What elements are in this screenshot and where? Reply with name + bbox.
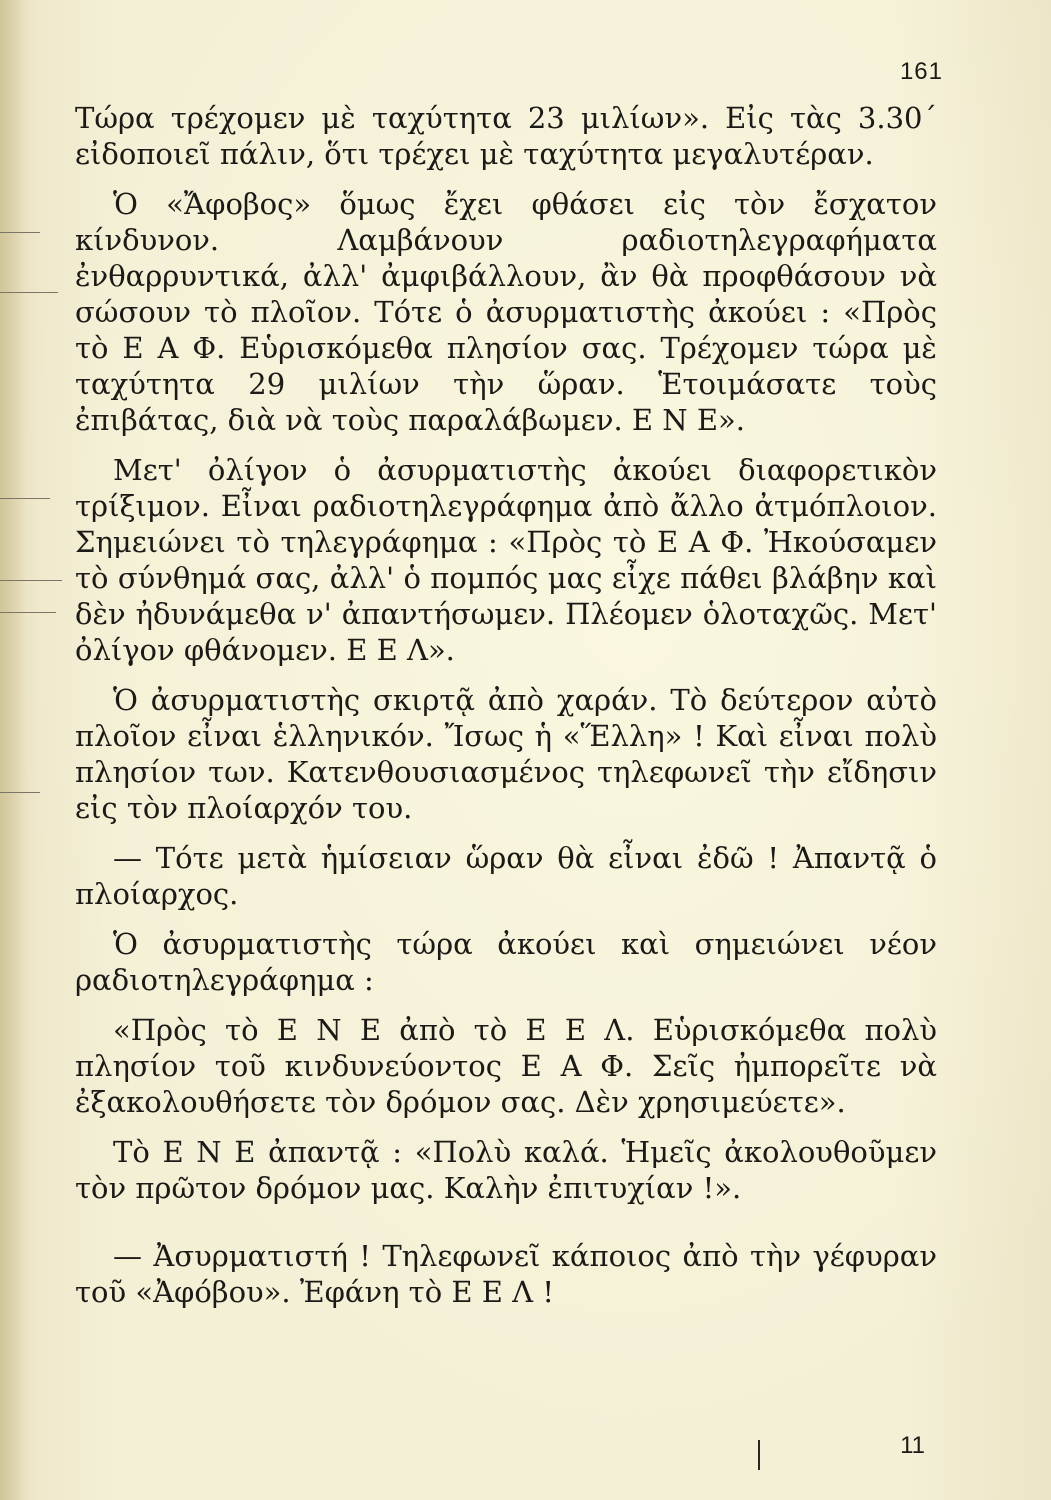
paragraph: — Τότε μετὰ ἡμίσειαν ὥραν θὰ εἶναι ἐδῶ ! Ἀπαντᾷ ὁ πλοίαρχος. (75, 841, 937, 911)
body-text (75, 100, 937, 1310)
binding-shadow (0, 0, 26, 1500)
margin-mark (0, 232, 40, 233)
paragraph: Τὸ Ε Ν Ε ἀπαντᾷ : «Πολὺ καλά. Ἡμεῖς ἀκολουθοῦμεν τὸν πρῶτον δρόμον μας. Καλὴν ἐπιτυχίαν !». (75, 1135, 937, 1205)
pencil-tick (758, 1440, 760, 1470)
margin-mark (0, 792, 40, 793)
margin-mark (0, 292, 58, 293)
page-number: 161 (899, 58, 943, 85)
paragraph: «Πρὸς τὸ Ε Ν Ε ἀπὸ τὸ Ε Ε Λ. Εὑρισκόμεθα πολὺ πλησίον τοῦ κινδυνεύοντος Ε Α Φ. Σεῖς ἠμπορεῖτε νὰ ἐξακολουθήσετε τὸν δρόμον σας. Δὲν χρησιμεύετε». (75, 1013, 937, 1119)
margin-mark (0, 580, 62, 581)
paragraph: Τώρα τρέχομεν μὲ ταχύτητα 23 μιλίων». Εἰς τὰς 3.30΄ εἰδοποιεῖ πάλιν, ὅτι τρέχει μὲ ταχύτητα μεγαλυτέραν. (75, 101, 937, 171)
margin-mark (0, 498, 50, 499)
signature-number: 11 (900, 1432, 925, 1459)
paragraph: Ὁ ἀσυρματιστὴς σκιρτᾷ ἀπὸ χαράν. Τὸ δεύτερον αὐτὸ πλοῖον εἶναι ἑλληνικόν. Ἴσως ἡ «Ἕλλη» ! Καὶ εἶναι πολὺ πλησίον των. Κατενθουσιασμένος τηλεφωνεῖ τὴν εἴδησιν εἰς τὸν πλοίαρχόν του. (75, 683, 937, 825)
paragraph: Ὁ ἀσυρματιστὴς τώρα ἀκούει καὶ σημειώνει νέον ραδιοτηλεγράφημα : (75, 927, 937, 997)
paragraph: Ὁ «Ἄφοβος» ὅμως ἔχει φθάσει εἰς τὸν ἔσχατον κίνδυνον. Λαμβάνουν ραδιοτηλεγραφήματα ἐνθαρρυντικά, ἀλλ' ἀμφιβάλλουν, ἂν θὰ προφθάσουν νὰ σώσουν τὸ πλοῖον. Τότε ὁ ἀσυρματιστὴς ἀκούει : «Πρὸς τὸ Ε Α Φ. Εὑρισκόμεθα πλησίον σας. Τρέχομεν τώρα μὲ ταχύτητα 29 μιλίων τὴν ὥραν. Ἑτοιμάσατε τοὺς ἐπιβάτας, διὰ νὰ τοὺς παραλάβωμεν. Ε Ν Ε». (75, 187, 937, 437)
paragraph: Μετ' ὀλίγον ὁ ἀσυρματιστὴς ἀκούει διαφορετικὸν τρίξιμον. Εἶναι ραδιοτηλεγράφημα ἀπὸ ἄλλο ἀτμόπλοιον. Σημειώνει τὸ τηλεγράφημα : «Πρὸς τὸ Ε Α Φ. Ἠκούσαμεν τὸ σύνθημά σας, ἀλλ' ὁ πομπός μας εἶχε πάθει βλάβην καὶ δὲν ἠδυνάμεθα ν' ἀπαντήσωμεν. Πλέομεν ὁλοταχῶς. Μετ' ὀλίγον φθάνομεν. Ε Ε Λ». (75, 453, 937, 667)
margin-mark (0, 612, 56, 613)
paragraph: — Ἀσυρματιστή ! Τηλεφωνεῖ κάποιος ἀπὸ τὴν γέφυραν τοῦ «Ἀφόβου». Ἐφάνη τὸ Ε Ε Λ ! (75, 1239, 937, 1309)
